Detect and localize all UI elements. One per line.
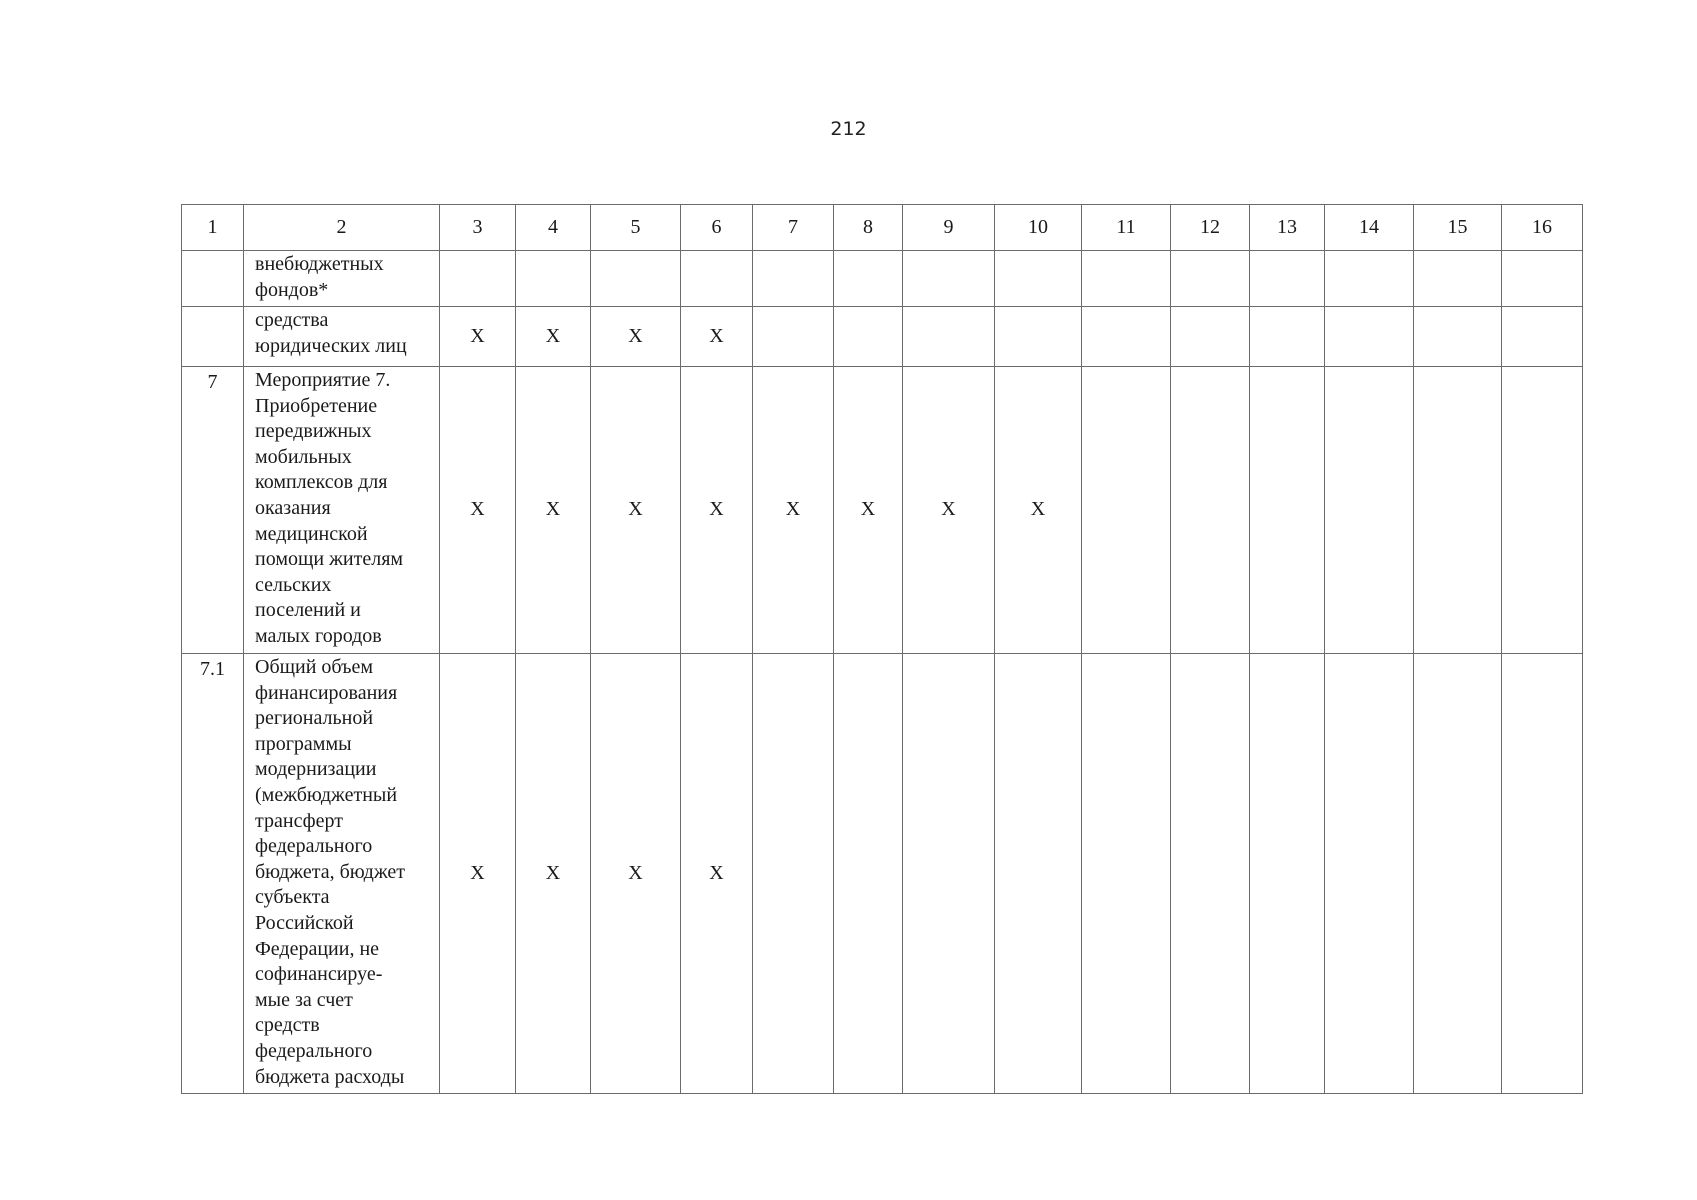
column-header: 5 <box>591 205 681 251</box>
table-cell: X <box>440 654 516 1094</box>
row-name-line: модернизации <box>255 758 377 781</box>
table-cell <box>1082 251 1171 307</box>
table-cell <box>1250 251 1325 307</box>
table-cell: X <box>995 367 1082 654</box>
table-cell <box>516 251 591 307</box>
row-name-line: софинансируе- <box>255 963 383 986</box>
table-cell: X <box>681 367 753 654</box>
column-header: 16 <box>1502 205 1583 251</box>
table-row <box>182 367 1583 654</box>
column-header: 13 <box>1250 205 1325 251</box>
row-name-line: федерального <box>255 1039 373 1062</box>
table-cell <box>1325 367 1414 654</box>
row-number: 7 <box>182 367 244 654</box>
row-name <box>244 367 440 654</box>
row-name-line: средства <box>255 309 329 331</box>
table-cell <box>1325 307 1414 367</box>
row-number <box>182 307 244 367</box>
row-name-line: бюджета, бюджет <box>255 860 406 883</box>
table-cell <box>995 307 1082 367</box>
table-cell <box>1325 654 1414 1094</box>
column-header: 1 <box>182 205 244 251</box>
row-name-line: помощи жителям <box>255 548 404 571</box>
table-cell <box>1082 367 1171 654</box>
table-cell <box>1502 307 1583 367</box>
row-name-line: Приобретение <box>255 394 378 417</box>
row-name-line: поселений и <box>255 599 361 622</box>
table-cell <box>753 251 834 307</box>
row-name-line: передвижных <box>255 420 372 443</box>
column-header: 14 <box>1325 205 1414 251</box>
table-cell <box>591 251 681 307</box>
row-name <box>244 251 440 307</box>
column-header: 9 <box>903 205 995 251</box>
column-header: 8 <box>834 205 903 251</box>
row-name-line: юридических лиц <box>255 334 407 357</box>
table-cell <box>903 654 995 1094</box>
row-name-line: мобильных <box>255 445 352 468</box>
row-number: 7.1 <box>182 654 244 1094</box>
table-cell <box>1414 307 1502 367</box>
row-name <box>244 654 440 1094</box>
table-cell: X <box>440 367 516 654</box>
column-header: 7 <box>753 205 834 251</box>
table-cell <box>834 307 903 367</box>
table-cell <box>834 654 903 1094</box>
table-cell <box>1502 654 1583 1094</box>
row-name-line: сельских <box>255 573 332 596</box>
row-name-line: финансирования <box>255 681 398 704</box>
column-header: 10 <box>995 205 1082 251</box>
table-cell: X <box>591 654 681 1094</box>
table-cell: X <box>834 367 903 654</box>
table-cell <box>834 251 903 307</box>
table-cell <box>1250 654 1325 1094</box>
table-cell <box>1325 251 1414 307</box>
row-name-line: фондов* <box>255 278 329 301</box>
row-name-line: оказания <box>255 496 331 519</box>
table-cell: X <box>753 367 834 654</box>
column-header: 12 <box>1171 205 1250 251</box>
row-name-line: региональной <box>255 707 374 730</box>
data-table <box>181 204 1583 1094</box>
row-name-line: (межбюджетный <box>255 783 398 806</box>
table-cell <box>1171 251 1250 307</box>
row-number <box>182 251 244 307</box>
row-name-line: Федерации, не <box>255 937 380 960</box>
column-header: 6 <box>681 205 753 251</box>
row-name-line: мые за счет <box>255 988 353 1011</box>
column-header: 11 <box>1082 205 1171 251</box>
column-header: 3 <box>440 205 516 251</box>
table-cell: X <box>903 367 995 654</box>
table-cell <box>1250 367 1325 654</box>
row-name-line: субъекта <box>255 886 330 909</box>
row-name-line: внебюджетных <box>255 253 384 275</box>
column-header: 4 <box>516 205 591 251</box>
table-cell <box>995 251 1082 307</box>
table-cell <box>1082 307 1171 367</box>
table-cell <box>1414 251 1502 307</box>
row-name-line: медицинской <box>255 522 368 545</box>
table-cell: X <box>591 307 681 367</box>
table-cell: X <box>516 367 591 654</box>
table-cell: X <box>516 307 591 367</box>
row-name <box>244 307 440 367</box>
row-name-line: средств <box>255 1014 320 1037</box>
table-cell <box>753 654 834 1094</box>
table-row <box>182 654 1583 1094</box>
table-cell <box>1502 367 1583 654</box>
table-cell <box>440 251 516 307</box>
column-header: 15 <box>1414 205 1502 251</box>
table-cell: X <box>681 307 753 367</box>
column-header: 2 <box>244 205 440 251</box>
row-name-line: программы <box>255 732 352 755</box>
table-cell <box>1171 367 1250 654</box>
table-cell <box>1171 654 1250 1094</box>
table-cell <box>995 654 1082 1094</box>
table-cell <box>1250 307 1325 367</box>
table-cell: X <box>681 654 753 1094</box>
table-cell: X <box>440 307 516 367</box>
table-cell <box>1171 307 1250 367</box>
table-cell <box>903 251 995 307</box>
row-name-line: бюджета расходы <box>255 1065 405 1088</box>
table-cell <box>1082 654 1171 1094</box>
row-name-line: малых городов <box>255 624 382 647</box>
table-row <box>182 307 1583 367</box>
page-number: 212 <box>830 118 867 140</box>
table-header-row <box>182 205 1583 251</box>
table-cell <box>903 307 995 367</box>
table-cell: X <box>591 367 681 654</box>
table-cell <box>1414 367 1502 654</box>
row-name-line: комплексов для <box>255 471 388 494</box>
row-name-line: Общий объем <box>255 656 373 678</box>
row-name-line: Российской <box>255 911 354 934</box>
row-name-line: трансферт <box>255 809 343 832</box>
table-row <box>182 251 1583 307</box>
table-cell <box>1414 654 1502 1094</box>
table-cell <box>1502 251 1583 307</box>
row-name-line: Мероприятие 7. <box>255 369 391 391</box>
table-cell: X <box>516 654 591 1094</box>
table-cell <box>753 307 834 367</box>
table-cell <box>681 251 753 307</box>
row-name-line: федерального <box>255 835 373 858</box>
